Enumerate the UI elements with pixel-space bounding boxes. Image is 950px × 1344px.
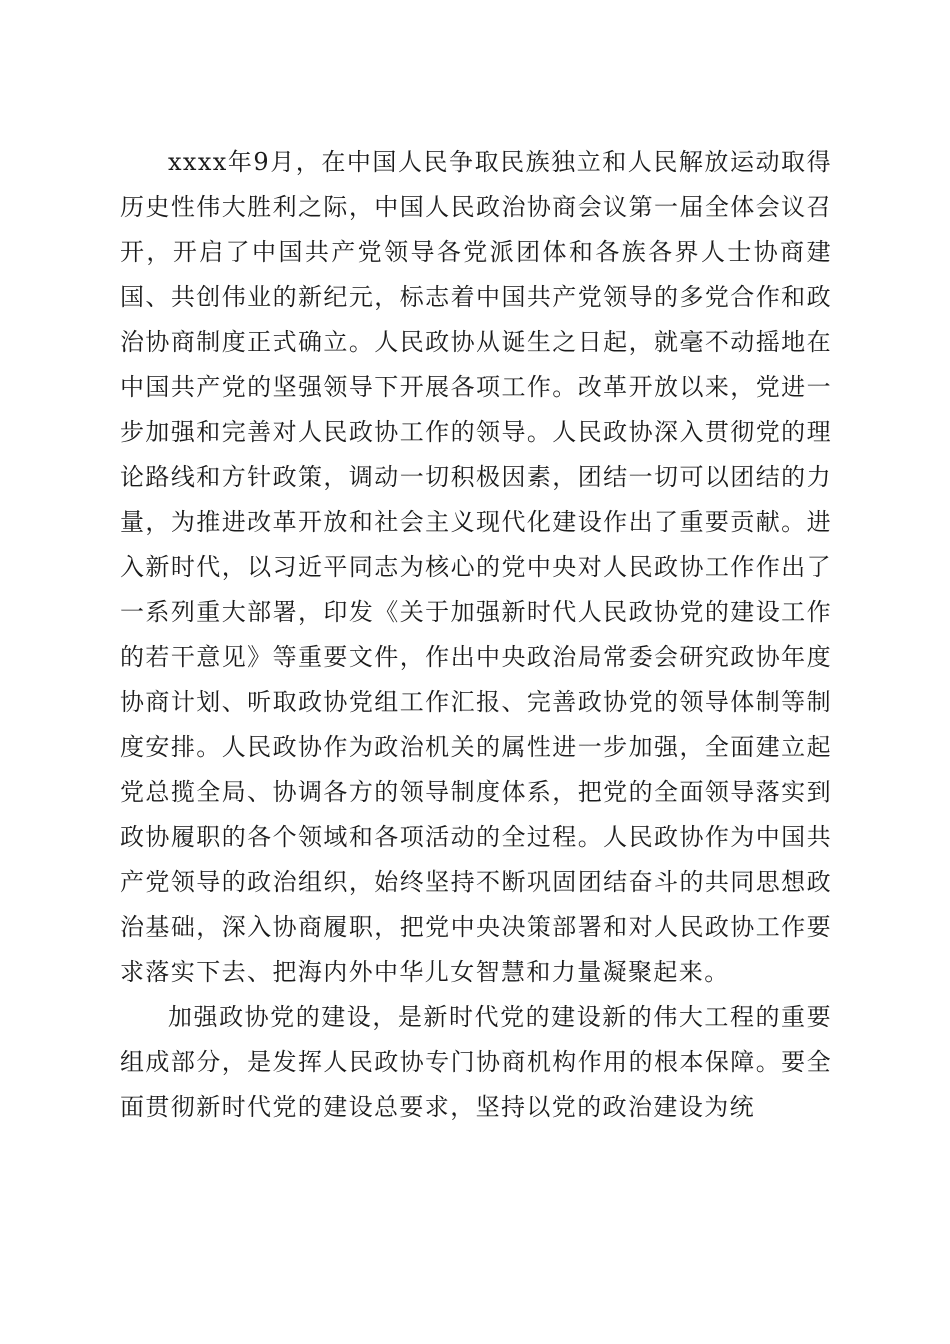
paragraph-1: xxxx年9月，在中国人民争取民族独立和人民解放运动取得历史性伟大胜利之际，中国人民政治协商会议第一届全体会议召开，开启了中国共产党领导各党派团体和各族各界人士协商建国、共创伟业的新纪元，标志着中国共产党领导的多党合作和政治协商制度正式确立。人民政协从诞生之日起，就毫不动摇地在中国共产党的坚强领导下开展各项工作。改革开放以来，党进一步加强和完善对人民政协工作的领导。人民政协深入贯彻党的理论路线和方针政策，调动一切积极因素，团结一切可以团结的力量，为推进改革开放和社会主义现代化建设作出了重要贡献。进入新时代，以习近平同志为核心的党中央对人民政协工作作出了一系列重大部署，印发《关于加强新时代人民政协党的建设工作的若干意见》等重要文件，作出中央政治局常委会研究政协年度协商计划、听取政协党组工作汇报、完善政协党的领导体制等制度安排。人民政协作为政治机关的属性进一步加强，全面建立起党总揽全局、协调各方的领导制度体系，把党的全面领导落实到政协履职的各个领域和各项活动的全过程。人民政协作为中国共产党领导的政治组织，始终坚持不断巩固团结奋斗的共同思想政治基础，深入协商履职，把党中央决策部署和对人民政协工作要求落实下去、把海内外中华儿女智慧和力量凝聚起来。 (120, 148, 832, 986)
paragraph-2: 加强政协党的建设，是新时代党的建设新的伟大工程的重要组成部分，是发挥人民政协专门协商机构作用的根本保障。要全面贯彻新时代党的建设总要求，坚持以党的政治建设为统 (120, 1003, 832, 1121)
document-body (120, 140, 832, 1130)
